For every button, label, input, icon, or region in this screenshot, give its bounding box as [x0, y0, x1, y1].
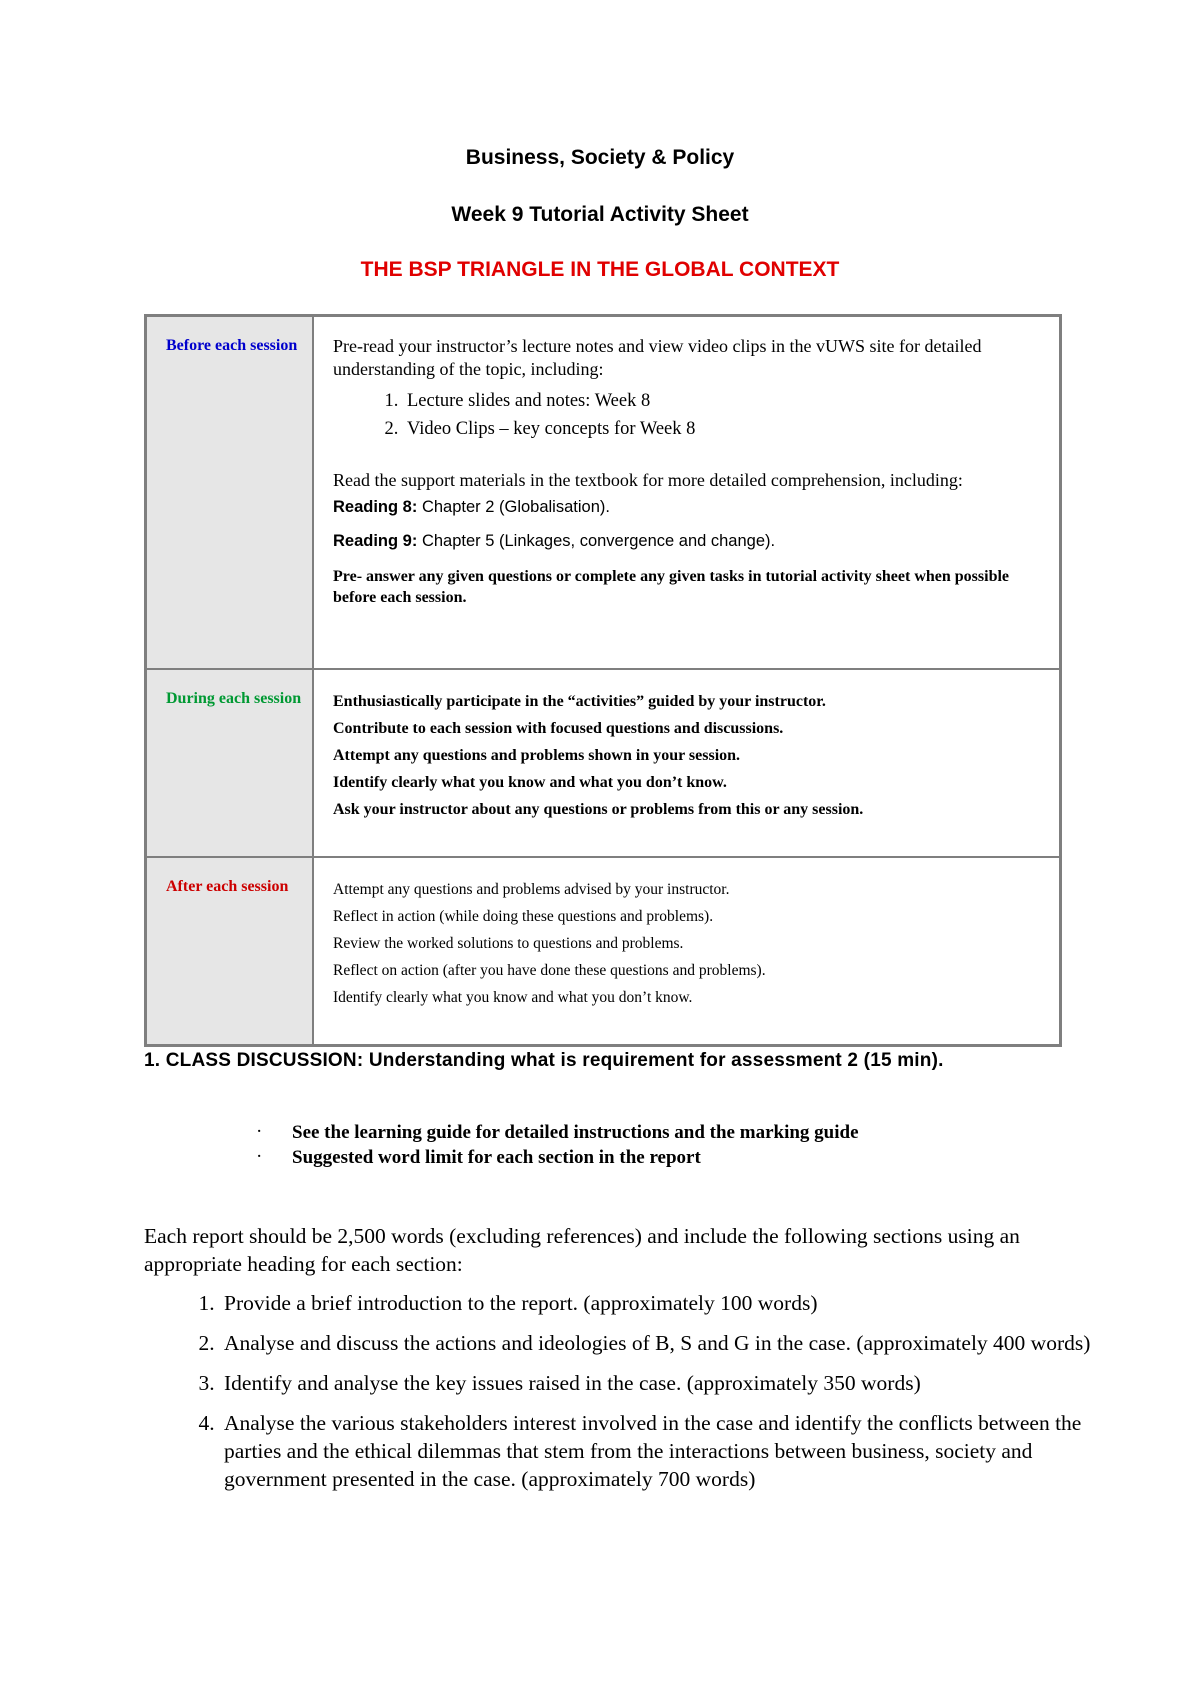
before-session-row — [146, 316, 1061, 670]
sheet-title: Week 9 Tutorial Activity Sheet — [451, 203, 749, 226]
during-session-content — [313, 669, 1061, 857]
after-line: Attempt any questions and problems advised by your instructor. — [333, 881, 730, 898]
after-line: Reflect in action (while doing these questions and problems). — [333, 908, 714, 925]
after-session-content — [313, 857, 1061, 1046]
during-line: Identify clearly what you know and what you don’t know. — [333, 774, 727, 791]
session-guidance-table — [144, 314, 1062, 1047]
class-discussion-heading: 1. CLASS DISCUSSION: Understanding what is requirement for assessment 2 (15 min). — [144, 1050, 944, 1071]
after-line: Review the worked solutions to questions and problems. — [333, 935, 684, 952]
during-line: Contribute to each session with focused questions and discussions. — [333, 720, 784, 737]
before-session-label: Before each session — [146, 316, 314, 670]
during-line: Ask your instructor about any questions or problems from this or any session. — [333, 801, 864, 818]
before-intro-text: Pre-read your instructor’s lecture notes and view video clips in the vUWS site for detailed understanding of the topic, including: — [333, 336, 982, 379]
list-item: 1. Provide a brief introduction to the report. (approximately 100 words) — [220, 1289, 1140, 1317]
reading-label: Reading 9: — [333, 532, 418, 550]
course-title: Business, Society & Policy — [465, 146, 735, 169]
before-resource-list — [333, 387, 1047, 443]
during-session-row — [146, 669, 1061, 857]
list-item: 2. Video Clips – key concepts for Week 8 — [403, 415, 1047, 443]
list-item: 3. Identify and analyse the key issues raised in the case. (approximately 350 words) — [220, 1369, 1140, 1397]
after-line: Identify clearly what you know and what you don’t know. — [333, 989, 693, 1006]
discussion-bullet-list — [256, 1120, 859, 1170]
after-line: Reflect on action (after you have done these questions and problems). — [333, 962, 766, 979]
list-item: 4. Analyse the various stakeholders interest involved in the case and identify the conflicts between the parties and the ethical dilemmas that stem from the interactions between business, society and government presented in the case. (approximately 700 words) — [220, 1409, 1140, 1493]
reading-label: Reading 8: — [333, 498, 418, 516]
report-intro-text: Each report should be 2,500 words (excluding references) and include the following sections using an appropriate heading for each section: — [144, 1224, 1020, 1276]
report-sections-list — [144, 1289, 1140, 1505]
after-session-row — [146, 857, 1061, 1046]
before-session-content — [313, 316, 1061, 670]
reading-text: Chapter 5 (Linkages, convergence and change). — [417, 532, 776, 550]
support-materials-text: Read the support materials in the textbook for more detailed comprehension, including: — [333, 470, 963, 490]
reading-text: Chapter 2 (Globalisation). — [417, 498, 610, 516]
reading-9 — [333, 530, 1047, 552]
during-line: Enthusiastically participate in the “activities” guided by your instructor. — [333, 693, 826, 710]
pre-answer-text: Pre- answer any given questions or complete any given tasks in tutorial activity sheet when possible before each session. — [333, 568, 1010, 606]
list-item: 1. Lecture slides and notes: Week 8 — [403, 387, 1047, 415]
topic-title: THE BSP TRIANGLE IN THE GLOBAL CONTEXT — [360, 258, 840, 281]
after-session-label: After each session — [146, 857, 314, 1046]
during-session-label: During each session — [146, 669, 314, 857]
list-item: · Suggested word limit for each section in the report — [256, 1145, 859, 1170]
list-item: · See the learning guide for detailed instructions and the marking guide — [256, 1120, 859, 1145]
reading-8 — [333, 496, 1047, 518]
during-line: Attempt any questions and problems shown in your session. — [333, 747, 741, 764]
list-item: 2. Analyse and discuss the actions and ideologies of B, S and G in the case. (approximately 400 words) — [220, 1329, 1140, 1357]
